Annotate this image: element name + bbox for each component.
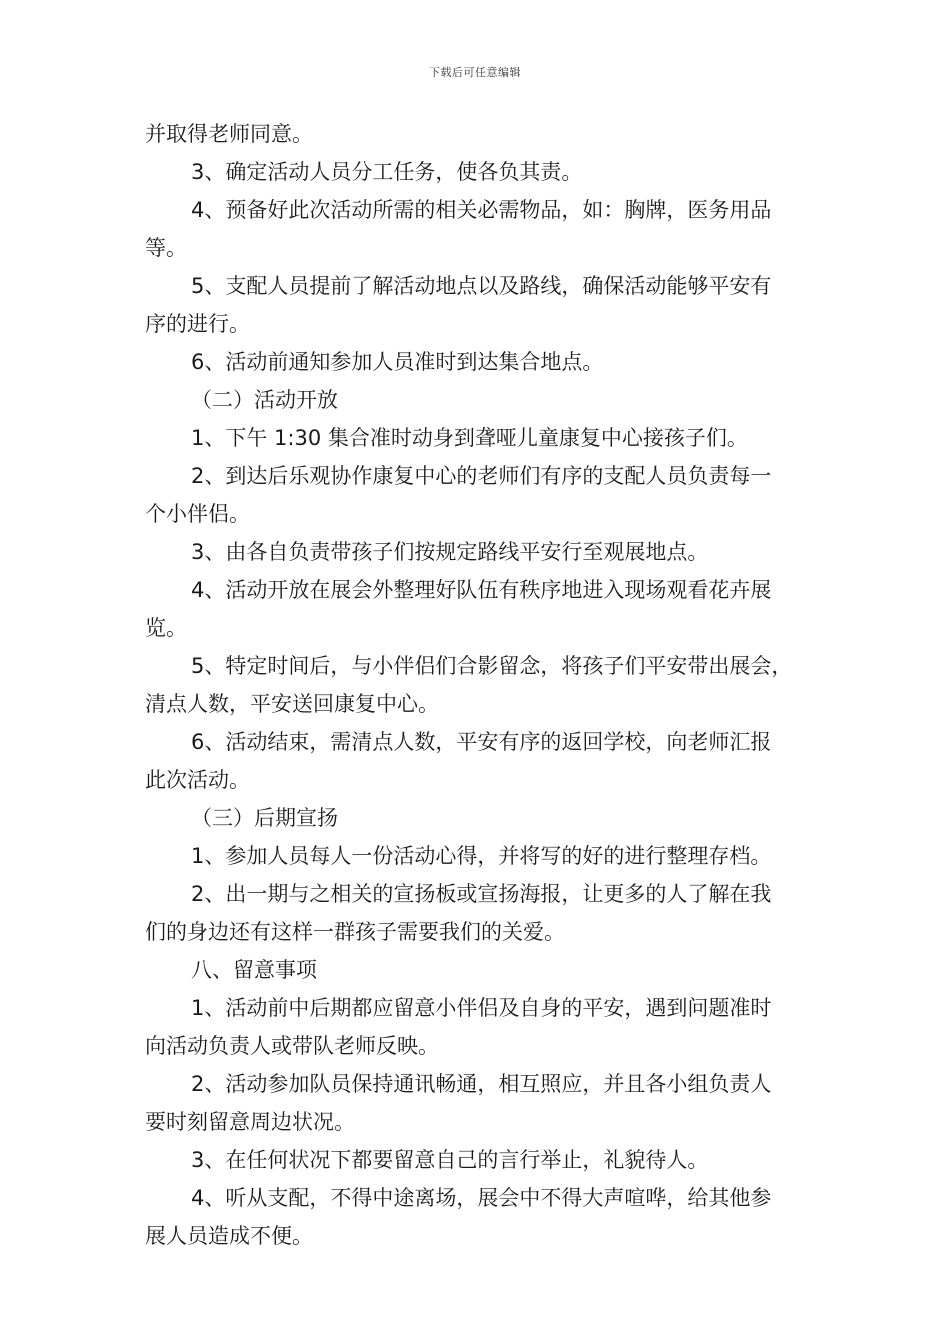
list-item-6: 6、活动前通知参加人员准时到达集合地点。: [191, 350, 604, 374]
text-line: 览。: [145, 616, 187, 640]
page-header: 下载后可任意编辑: [429, 66, 521, 79]
list-item-2: 2、活动参加队员保持通讯畅通，相互照应，并且各小组负责人: [191, 1072, 772, 1096]
text-line: 个小伴侣。: [145, 502, 250, 526]
list-item-4: 4、预备好此次活动所需的相关必需物品，如：胸牌，医务用品: [191, 198, 772, 222]
section-heading: 八、留意事项: [191, 958, 317, 982]
text-line: 序的进行。: [145, 312, 250, 336]
list-item-2: 2、到达后乐观协作康复中心的老师们有序的支配人员负责每一: [191, 464, 772, 488]
list-item-5: 5、特定时间后，与小伴侣们合影留念，将孩子们平安带出展会，: [191, 654, 793, 678]
list-item-3: 3、确定活动人员分工任务，使各负其责。: [191, 160, 583, 184]
text-line: 此次活动。: [145, 768, 250, 792]
list-item-6: 6、活动结束，需清点人数，平安有序的返回学校，向老师汇报: [191, 730, 772, 754]
list-item-1: 1、参加人员每人一份活动心得，并将写的好的进行整理存档。: [191, 844, 772, 868]
text-line: 向活动负责人或带队老师反映。: [145, 1034, 439, 1058]
list-item-4: 4、听从支配，不得中途离场，展会中不得大声喧哗，给其他参: [191, 1186, 772, 1210]
list-item-1: 1、活动前中后期都应留意小伴侣及自身的平安，遇到问题准时: [191, 996, 772, 1020]
text-line: 等。: [145, 236, 187, 260]
list-item-4: 4、活动开放在展会外整理好队伍有秩序地进入现场观看花卉展: [191, 578, 772, 602]
section-heading: （二）活动开放: [191, 388, 338, 412]
document-body: [145, 115, 817, 1255]
list-item-3: 3、由各自负责带孩子们按规定路线平安行至观展地点。: [191, 540, 709, 564]
text-line: 并取得老师同意。: [145, 122, 313, 146]
list-item-1: 1、下午 1:30 集合准时动身到聋哑儿童康复中心接孩子们。: [191, 426, 748, 450]
list-item-5: 5、支配人员提前了解活动地点以及路线，确保活动能够平安有: [191, 274, 772, 298]
list-item-2: 2、出一期与之相关的宣扬板或宣扬海报，让更多的人了解在我: [191, 882, 772, 906]
text-line: 要时刻留意周边状况。: [145, 1110, 355, 1134]
text-line: 们的身边还有这样一群孩子需要我们的关爱。: [145, 920, 565, 944]
text-line: 展人员造成不便。: [145, 1224, 313, 1248]
section-heading: （三）后期宣扬: [191, 806, 338, 830]
list-item-3: 3、在任何状况下都要留意自己的言行举止，礼貌待人。: [191, 1148, 709, 1172]
text-line: 清点人数，平安送回康复中心。: [145, 692, 439, 716]
